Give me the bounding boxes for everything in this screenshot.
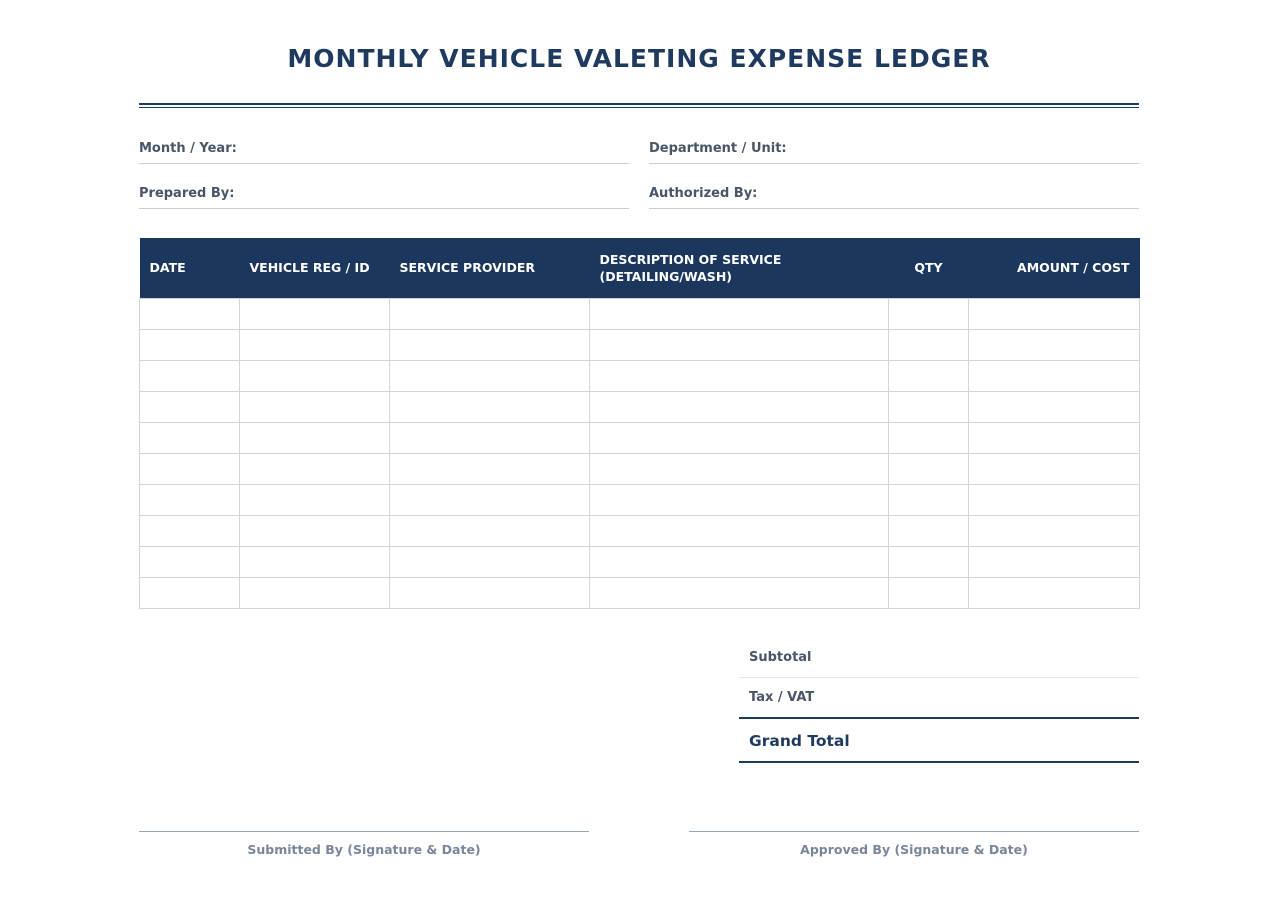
month-year-field[interactable] <box>139 139 629 164</box>
cell-service-provider[interactable] <box>390 360 590 391</box>
cell-amount[interactable] <box>969 391 1140 422</box>
cell-vehicle-reg[interactable] <box>240 298 390 329</box>
table-row <box>140 515 1140 546</box>
cell-amount[interactable] <box>969 329 1140 360</box>
cell-qty[interactable] <box>889 515 969 546</box>
cell-description[interactable] <box>590 422 889 453</box>
cell-description[interactable] <box>590 360 889 391</box>
cell-amount[interactable] <box>969 546 1140 577</box>
cell-date[interactable] <box>140 546 240 577</box>
approved-signature-label: Approved By (Signature & Date) <box>800 842 1028 857</box>
table-row <box>140 391 1140 422</box>
cell-amount[interactable] <box>969 484 1140 515</box>
cell-vehicle-reg[interactable] <box>240 360 390 391</box>
cell-description[interactable] <box>590 577 889 608</box>
cell-qty[interactable] <box>889 577 969 608</box>
header-date: DATE <box>140 238 240 298</box>
approved-signature-line[interactable] <box>689 831 1139 858</box>
title-divider <box>139 103 1139 105</box>
cell-description[interactable] <box>590 515 889 546</box>
cell-vehicle-reg[interactable] <box>240 391 390 422</box>
cell-qty[interactable] <box>889 391 969 422</box>
submitted-signature-label: Submitted By (Signature & Date) <box>247 842 481 857</box>
cell-amount[interactable] <box>969 515 1140 546</box>
grand-total-row[interactable] <box>739 719 1139 763</box>
header-service-provider: SERVICE PROVIDER <box>390 238 590 298</box>
table-row <box>140 484 1140 515</box>
cell-service-provider[interactable] <box>390 329 590 360</box>
cell-vehicle-reg[interactable] <box>240 577 390 608</box>
cell-service-provider[interactable] <box>390 298 590 329</box>
cell-vehicle-reg[interactable] <box>240 422 390 453</box>
table-row <box>140 298 1140 329</box>
cell-date[interactable] <box>140 422 240 453</box>
cell-service-provider[interactable] <box>390 515 590 546</box>
cell-amount[interactable] <box>969 298 1140 329</box>
tax-row[interactable] <box>739 678 1139 719</box>
cell-description[interactable] <box>590 546 889 577</box>
table-row <box>140 546 1140 577</box>
cell-qty[interactable] <box>889 298 969 329</box>
cell-vehicle-reg[interactable] <box>240 329 390 360</box>
cell-description[interactable] <box>590 484 889 515</box>
cell-vehicle-reg[interactable] <box>240 515 390 546</box>
cell-vehicle-reg[interactable] <box>240 453 390 484</box>
title-divider-thin <box>139 107 1139 108</box>
cell-service-provider[interactable] <box>390 391 590 422</box>
authorized-by-label: Authorized By: <box>649 186 758 201</box>
subtotal-label: Subtotal <box>749 650 812 665</box>
cell-qty[interactable] <box>889 546 969 577</box>
department-unit-field[interactable] <box>649 139 1139 164</box>
cell-qty[interactable] <box>889 329 969 360</box>
submitted-signature-line[interactable] <box>139 831 589 858</box>
totals-block <box>739 638 1139 763</box>
cell-date[interactable] <box>140 360 240 391</box>
cell-vehicle-reg[interactable] <box>240 484 390 515</box>
table-row <box>140 360 1140 391</box>
table-header-row <box>140 238 1140 298</box>
cell-description[interactable] <box>590 298 889 329</box>
cell-service-provider[interactable] <box>390 484 590 515</box>
prepared-by-label: Prepared By: <box>139 186 235 201</box>
month-year-label: Month / Year: <box>139 141 237 156</box>
cell-date[interactable] <box>140 391 240 422</box>
cell-date[interactable] <box>140 298 240 329</box>
table-row <box>140 422 1140 453</box>
tax-label: Tax / VAT <box>749 690 815 705</box>
department-unit-label: Department / Unit: <box>649 141 787 156</box>
cell-qty[interactable] <box>889 360 969 391</box>
cell-amount[interactable] <box>969 577 1140 608</box>
table-body <box>140 298 1140 608</box>
cell-amount[interactable] <box>969 453 1140 484</box>
cell-service-provider[interactable] <box>390 577 590 608</box>
cell-date[interactable] <box>140 484 240 515</box>
table-row <box>140 329 1140 360</box>
cell-service-provider[interactable] <box>390 546 590 577</box>
cell-date[interactable] <box>140 577 240 608</box>
cell-service-provider[interactable] <box>390 422 590 453</box>
cell-amount[interactable] <box>969 360 1140 391</box>
cell-date[interactable] <box>140 329 240 360</box>
cell-qty[interactable] <box>889 453 969 484</box>
cell-date[interactable] <box>140 515 240 546</box>
cell-vehicle-reg[interactable] <box>240 546 390 577</box>
page-title: MONTHLY VEHICLE VALETING EXPENSE LEDGER <box>287 44 991 73</box>
table-row <box>140 453 1140 484</box>
subtotal-row[interactable] <box>739 638 1139 678</box>
cell-qty[interactable] <box>889 484 969 515</box>
prepared-by-field[interactable] <box>139 184 629 209</box>
cell-description[interactable] <box>590 453 889 484</box>
cell-amount[interactable] <box>969 422 1140 453</box>
cell-qty[interactable] <box>889 422 969 453</box>
cell-date[interactable] <box>140 453 240 484</box>
header-vehicle-reg: VEHICLE REG / ID <box>240 238 390 298</box>
cell-description[interactable] <box>590 329 889 360</box>
header-qty: QTY <box>889 238 969 298</box>
table-row <box>140 577 1140 608</box>
authorized-by-field[interactable] <box>649 184 1139 209</box>
header-description: DESCRIPTION OF SERVICE (DETAILING/WASH) <box>590 238 889 298</box>
grand-total-label: Grand Total <box>749 732 850 750</box>
header-amount: AMOUNT / COST <box>969 238 1140 298</box>
cell-service-provider[interactable] <box>390 453 590 484</box>
cell-description[interactable] <box>590 391 889 422</box>
expense-table <box>139 238 1140 609</box>
